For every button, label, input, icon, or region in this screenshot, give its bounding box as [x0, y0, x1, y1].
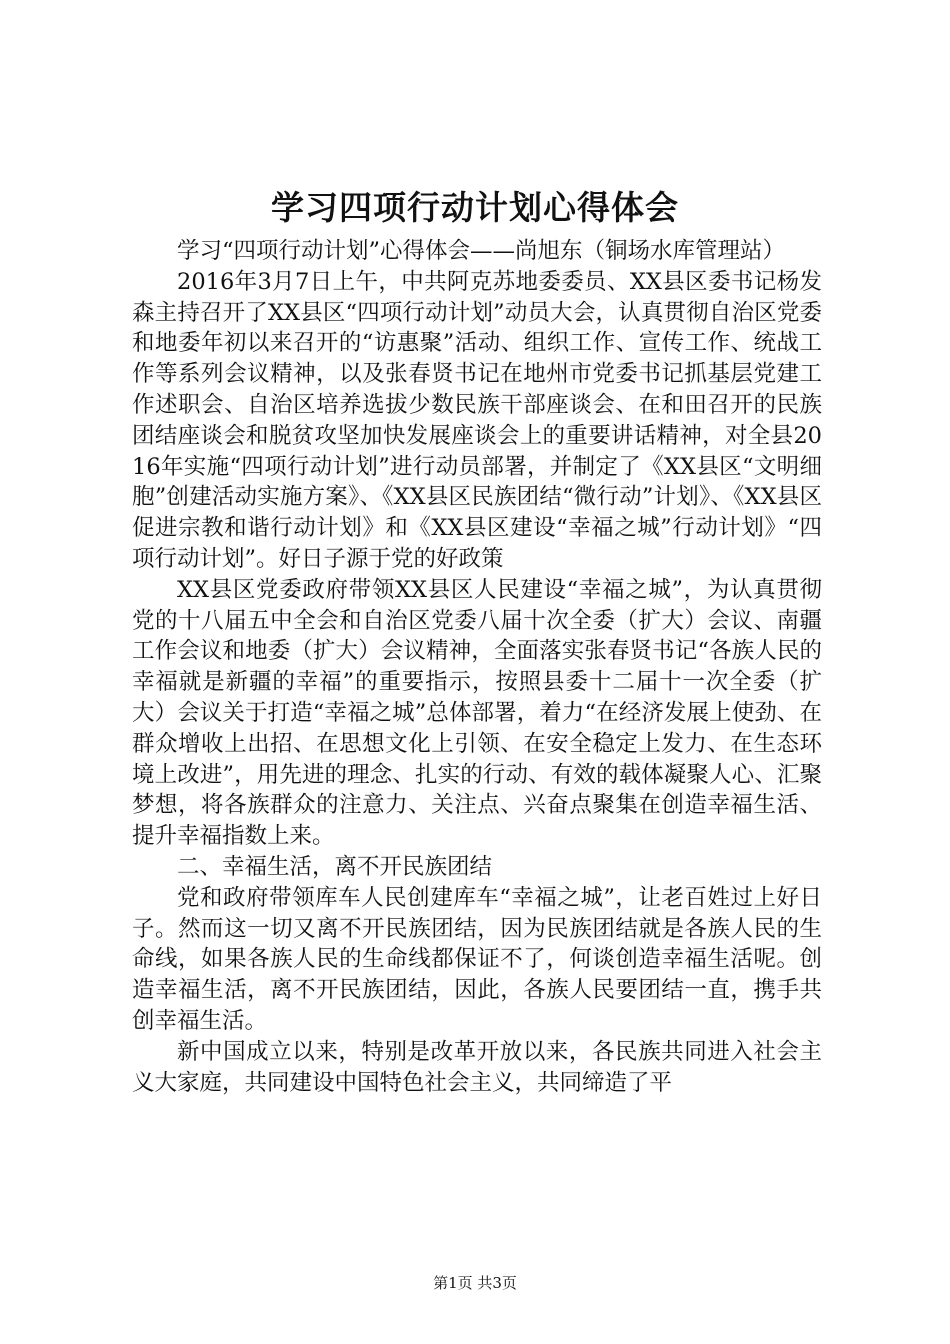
paragraph-subtitle: 学习“四项行动计划”心得体会——尚旭东（铜场水库管理站）	[177, 238, 786, 264]
paragraph: 党和政府带领库车人民创建库车“幸福之城”，让老百姓过上好日子。然而这一切又离不开民族团结，因为民族团结就是各族人民的生命线，如果各族人民的生命线都保证不了，何谈创造幸福生活呢。创造幸福生活，离不开民族团结，因此，各族人民要团结一直，携手共创幸福生活。	[132, 884, 822, 1034]
page-number-footer: 第1页 共3页	[433, 1274, 517, 1292]
paragraph: XX县区党委政府带领XX县区人民建设“幸福之城”，为认真贯彻党的十八届五中全会和自治区党委八届十次全委（扩大）会议、南疆工作会议和地委（扩大）会议精神，全面落实张春贤书记“各族人民的幸福就是新疆的幸福”的重要指示，按照县委十二届十一次全委（扩大）会议关于打造“幸福之城”总体部署，着力“在经济发展上使劲、在群众增收上出招、在思想文化上引领、在安全稳定上发力、在生态环境上改进”，用先进的理念、扎实的行动、有效的载体凝聚人心、汇聚梦想，将各族群众的注意力、关注点、兴奋点聚集在创造幸福生活、提升幸福指数上来。	[132, 576, 822, 850]
document-body	[132, 236, 822, 1098]
paragraph: 2016年3月7日上午，中共阿克苏地委委员、XX县区委书记杨发森主持召开了XX县区“四项行动计划”动员大会，认真贯彻自治区党委和地委年初以来召开的“访惠聚”活动、组织工作、宣传工作、统战工作等系列会议精神，以及张春贤书记在地州市党委书记抓基层党建工作述职会、自治区培养选拔少数民族干部座谈会、在和田召开的民族团结座谈会和脱贫攻坚加快发展座谈会上的重要讲话精神，对全县2016年实施“四项行动计划”进行动员部署，并制定了《XX县区“文明细胞”创建活动实施方案》、《XX县区民族团结“微行动”计划》、《XX县区促进宗教和谐行动计划》和《XX县区建设“幸福之城”行动计划》“四项行动计划”。好日子源于党的好政策	[132, 268, 822, 572]
paragraph: 新中国成立以来，特别是改革开放以来，各民族共同进入社会主义大家庭，共同建设中国特色社会主义，共同缔造了平	[132, 1038, 822, 1096]
document-title: 学习四项行动计划心得体会	[271, 188, 679, 227]
section-heading: 二、幸福生活，离不开民族团结	[177, 853, 493, 880]
